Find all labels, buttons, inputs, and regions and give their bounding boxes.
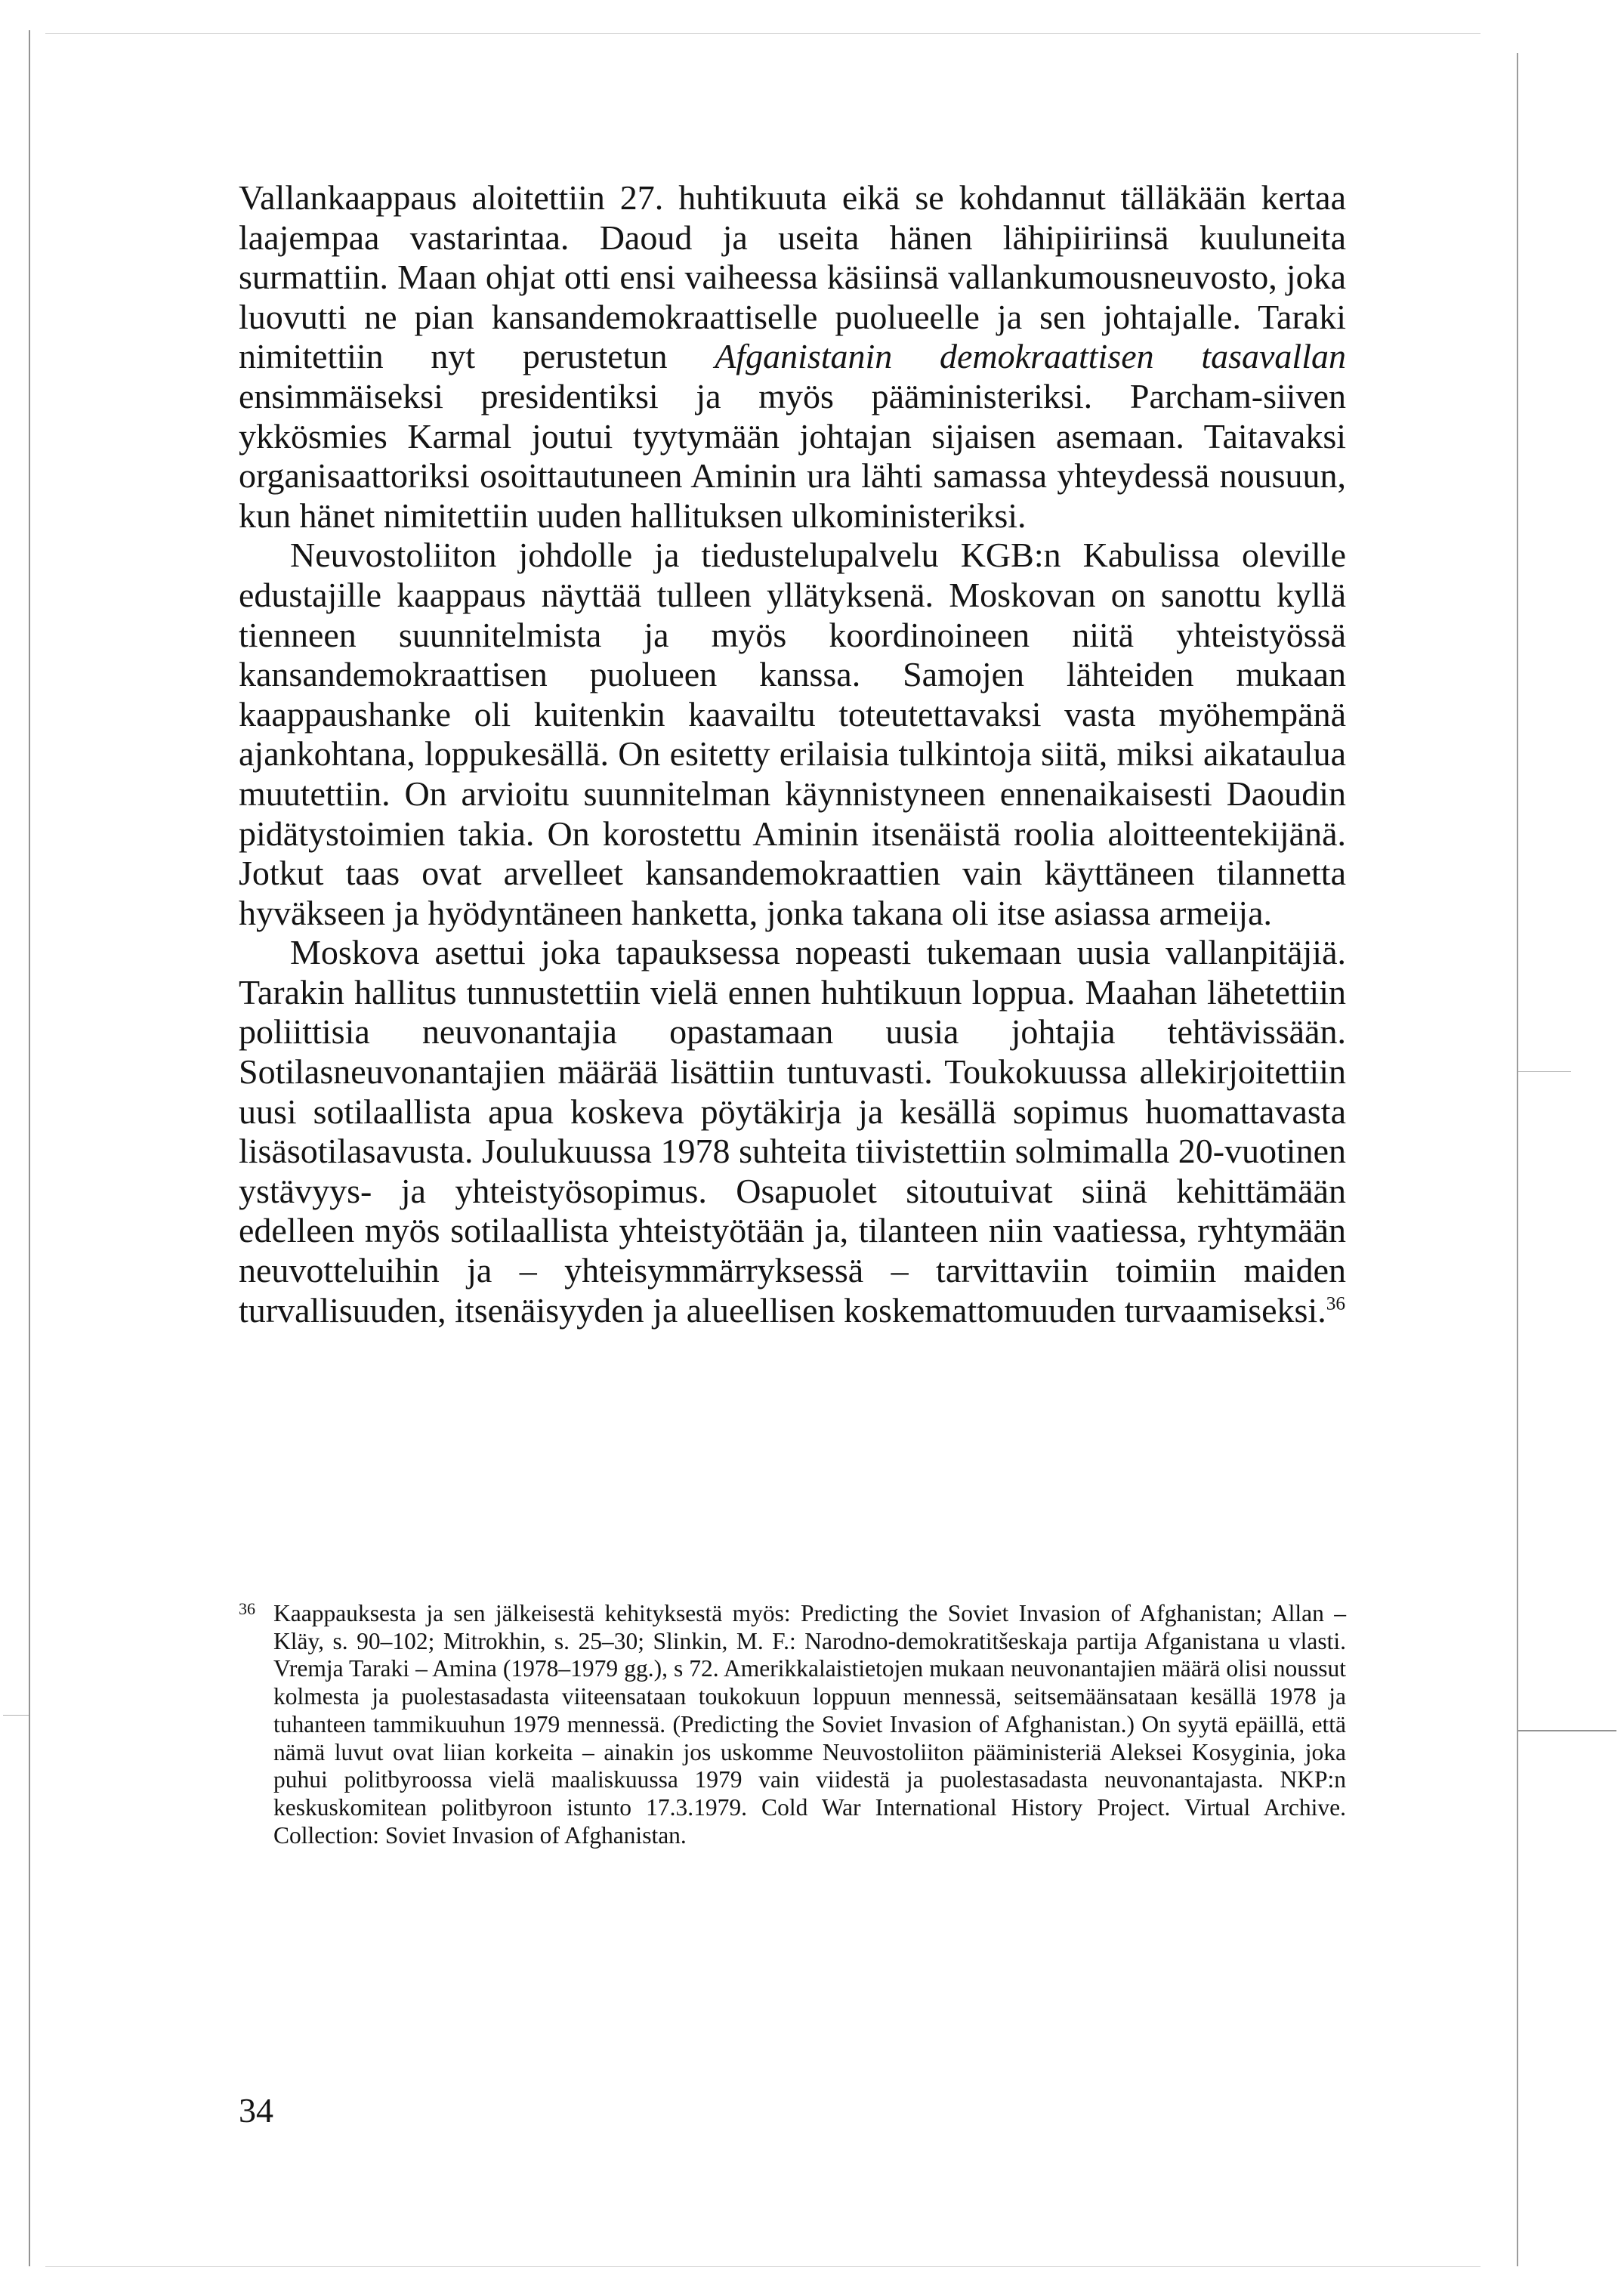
footnote-entry [239, 1600, 1346, 1849]
paragraph [239, 536, 1346, 933]
scan-edge-bottom [45, 2266, 1480, 2267]
paragraph-text: Neuvostoliiton johdolle ja tiedustelupalvelu KGB:n Kabulissa oleville edustajille kaappaus näyttää tulleen yllätyksenä. Moskovan on sanottu kyllä tienneen suunnitelmista ja myös koordinoineen niitä yhteistyössä kansandemokraattisen puolueen kanssa. Samojen lähteiden mukaan kaappaushanke oli kuitenkin kaavailtu toteutettavaksi vasta myöhempänä ajankohtana, loppukesällä. On esitetty erilaisia tulkintoja siitä, miksi aikataulua muutettiin. On arvioitu suunnitelman käynnistyneen ennenaikaisesti Daoudin pidätystoimien takia. On korostettu Aminin itsenäistä roolia aloitteentekijänä. Jotkut taas ovat arvelleet kansandemokraattien vain käyttäneen tilannetta hyväkseen ja hyödyntäneen hanketta, jonka takana oli itse asiassa armeija. [239, 536, 1346, 932]
body-text [239, 178, 1346, 1330]
paragraph-text: ensimmäiseksi presidentiksi ja myös pääministeriksi. Parcham-siiven ykkösmies Karmal joutui tyytymään johtajan sijaisen asemaan. Taitavaksi organisaattoriksi osoittautuneen Aminin ura lähti samassa yhteydessä nousuun, kun hänet nimitettiin uuden hallituksen ulkoministeriksi. [239, 376, 1346, 535]
paragraph-text: Vallankaappaus aloitettiin 27. huhtikuuta eikä se kohdannut tälläkään kertaa laajempaa vastarintaa. Daoud ja useita hänen lähipiiriinsä kuuluneita surmattiin. Maan ohjat otti ensi vaiheessa käsiinsä vallankumousneuvosto, joka luovutti ne pian kansandemokraattiselle puolueelle ja sen johtajalle. Taraki nimitettiin nyt perustetun [239, 178, 1346, 376]
scan-edge-top [45, 33, 1480, 34]
emphasized-term: Afganistanin demokraattisen tasavallan [715, 337, 1346, 376]
page-number: 34 [239, 2091, 273, 2130]
footnote-reference: 36 [1326, 1293, 1346, 1314]
footnote [239, 1600, 1346, 1849]
footnote-text: Kaappauksesta ja sen jälkeisestä kehityksestä myös: Predicting the Soviet Invasion of Afghanistan; Allan – Kläy, s. 90–102; Mitrokhin, s. 25–30; Slinkin, M. F.: Narodno-demokratitšeskaja partija Afganistana u vlasti. Vremja Taraki – Amina (1978–1979 gg.), s 72. Amerikkalaistietojen mukaan neuvonantajien määrä olisi noussut kolmesta ja puolestasadasta viiteensataan toukokuun loppuun mennessä, seitsemäänsataan kesällä 1978 ja tuhanteen tammikuuhun 1979 mennessä. (Predicting the Soviet Invasion of Afghanistan.) On syytä epäillä, että nämä luvut ovat liian korkeita – ainakin jos uskomme Neuvostoliiton pääministeriä Aleksei Kosyginia, joka puhui politbyroossa vielä maaliskuussa 1979 vain viidestä ja puolestasadasta neuvonantajasta. NKP:n keskuskomitean politbyroon istunto 17.3.1979. Cold War International History Project. Virtual Archive. Collection: Soviet Invasion of Afghanistan. [273, 1600, 1346, 1849]
scan-edge-mark [3, 1715, 29, 1716]
scan-edge-mark [1518, 1730, 1616, 1731]
paragraph [239, 933, 1346, 1330]
scan-edge-left [29, 30, 30, 2266]
paragraph-text: Moskova asettui joka tapauksessa nopeasti tukemaan uusia vallanpitäjiä. Tarakin hallitus tunnustettiin vielä ennen huhtikuun loppua. Maahan lähetettiin poliittisia neuvonantajia opastamaan uusia johtajia tehtävissään. Sotilasneuvonantajien määrää lisättiin tuntuvasti. Toukokuussa allekirjoitettiin uusi sotilaallista apua koskeva pöytäkirja ja kesällä sopimus huomattavasta lisäsotilasavusta. Joulukuussa 1978 suhteita tiivistettiin solmimalla 20-vuotinen ystävyys- ja yhteistyösopimus. Osapuolet sitoutuivat siinä kehittämään edelleen myös sotilaallista yhteistyötään ja, tilanteen niin vaatiessa, ryhtymään neuvotteluihin ja – yhteisymmärryksessä – tarvittaviin toimiin maiden turvallisuuden, itsenäisyyden ja alueellisen koskemattomuuden turvaamiseksi. [239, 933, 1346, 1330]
paragraph [239, 178, 1346, 536]
scan-edge-right [1517, 53, 1518, 2266]
scan-edge-mark [1518, 1071, 1571, 1072]
footnote-number: 36 [239, 1599, 255, 1618]
